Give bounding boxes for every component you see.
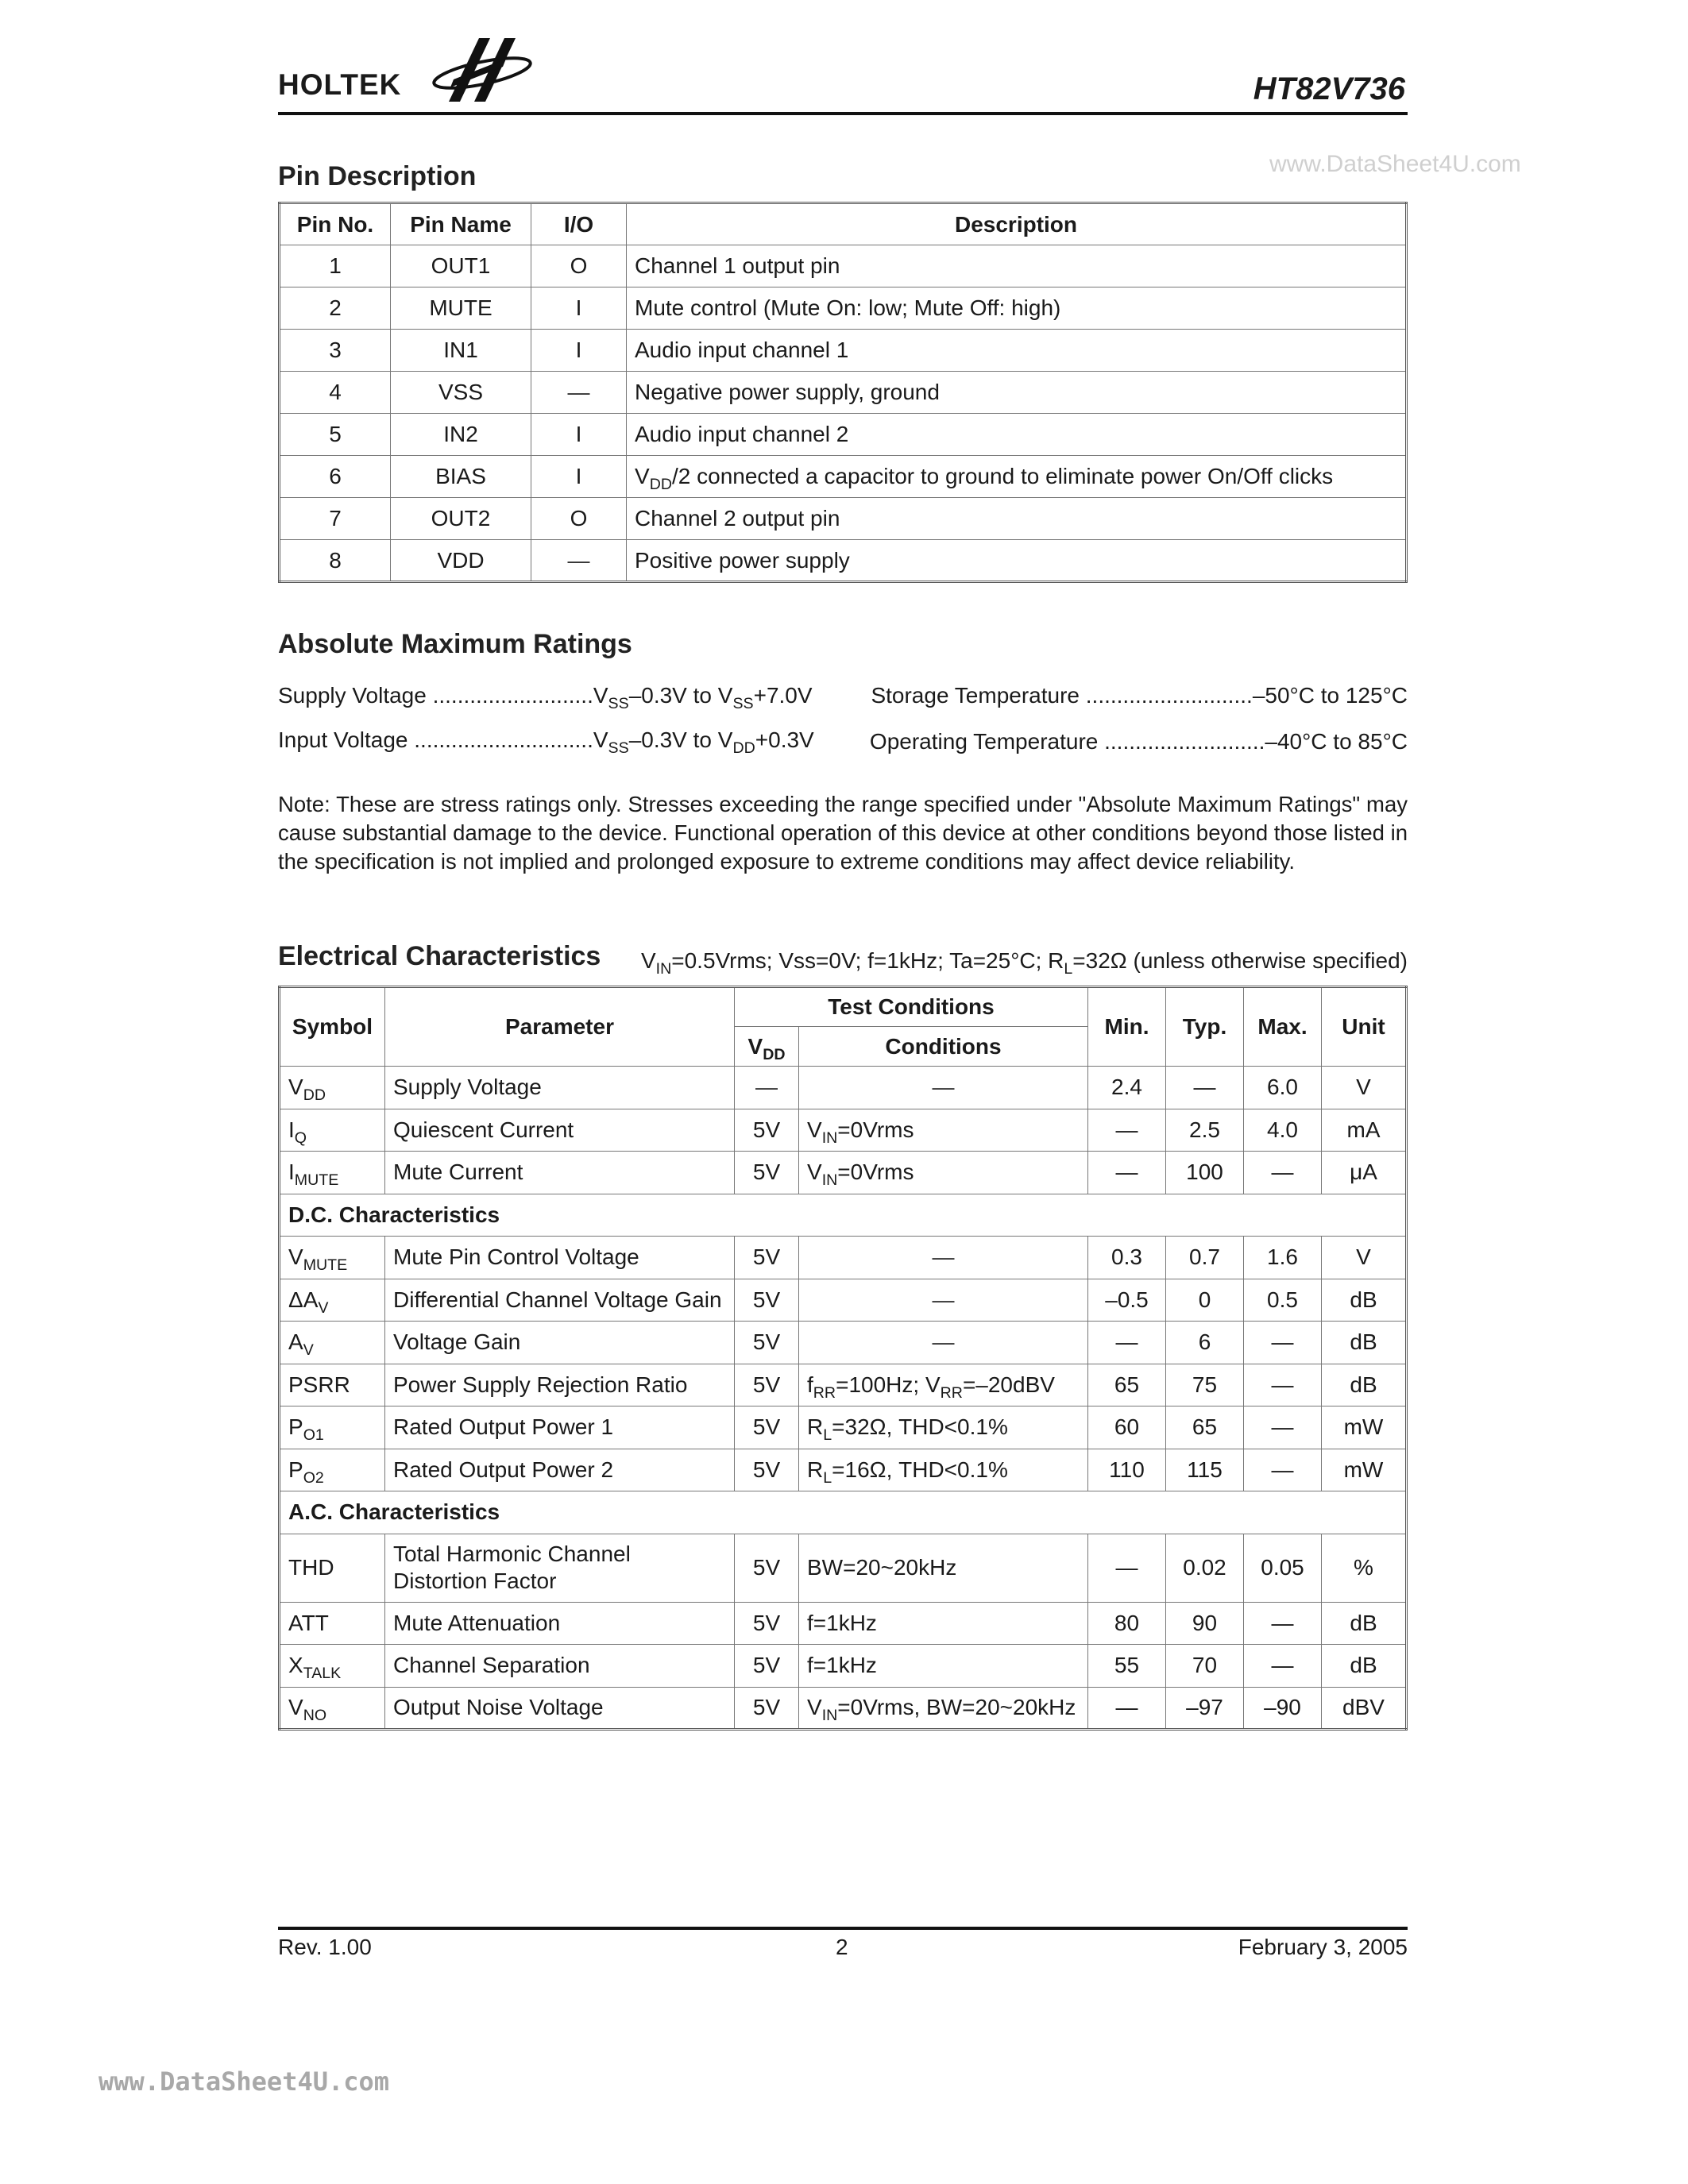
max-cell: —: [1244, 1364, 1322, 1406]
min-cell: 80: [1088, 1602, 1166, 1645]
min-cell: —: [1088, 1152, 1166, 1194]
conditions-cell: $R_L=32\Omega$, THD<0.1%: [799, 1406, 1088, 1449]
input-voltage-rating: Input Voltage $.............................V_{SS}-0.3V$ to $V_{DD}+0.3V$: [278, 727, 814, 757]
max-cell: 0.05: [1244, 1534, 1322, 1602]
pin-number: 2: [280, 287, 391, 330]
group-header-row: [280, 1491, 1407, 1534]
typ-cell: 90: [1166, 1602, 1244, 1645]
unit-cell: μA: [1322, 1152, 1407, 1194]
pin-number: 1: [280, 245, 391, 287]
holtek-logo-mark-icon: [417, 32, 536, 103]
typ-cell: 6: [1166, 1322, 1244, 1364]
pin-name: IN1: [391, 330, 531, 372]
unit-cell: dB: [1322, 1364, 1407, 1406]
column-header: Description: [627, 203, 1407, 245]
symbol-cell: PSRR: [280, 1364, 385, 1406]
pin-io: I: [531, 330, 627, 372]
table-row: [280, 1406, 1407, 1449]
conditions-cell: —: [799, 1237, 1088, 1279]
typ-cell: 0.02: [1166, 1534, 1244, 1602]
conditions-cell: f=1kHz: [799, 1645, 1088, 1688]
pin-io: I: [531, 414, 627, 456]
parameter-cell: Mute Pin Control Voltage: [385, 1237, 735, 1279]
vdd-cell: 5V: [735, 1364, 799, 1406]
table-row: [280, 330, 1407, 372]
column-header: Max.: [1244, 987, 1322, 1067]
vdd-cell: 5V: [735, 1109, 799, 1152]
footer-divider: [278, 1927, 1408, 1930]
column-header: Typ.: [1166, 987, 1244, 1067]
unit-cell: V: [1322, 1067, 1407, 1109]
pin-name: MUTE: [391, 287, 531, 330]
column-header: Pin No.: [280, 203, 391, 245]
table-row: [280, 372, 1407, 414]
pin-number: 4: [280, 372, 391, 414]
min-cell: —: [1088, 1687, 1166, 1730]
unit-cell: V: [1322, 1237, 1407, 1279]
table-row: [280, 1449, 1407, 1491]
conditions-cell: BW=20~20kHz: [799, 1534, 1088, 1602]
min-cell: —: [1088, 1322, 1166, 1364]
column-header: Min.: [1088, 987, 1166, 1067]
absolute-maximum-ratings-title: Absolute Maximum Ratings: [278, 629, 632, 659]
symbol-cell: $A_V$: [280, 1322, 385, 1364]
column-header: Pin Name: [391, 203, 531, 245]
typ-cell: –97: [1166, 1687, 1244, 1730]
parameter-cell: Rated Output Power 1: [385, 1406, 735, 1449]
page-number: 2: [836, 1935, 848, 1959]
pin-io: I: [531, 456, 627, 498]
typ-cell: 0: [1166, 1279, 1244, 1322]
storage-temperature-rating: Storage Temperature ...........................–50°C to 125°C: [871, 683, 1408, 708]
table-row: [280, 287, 1407, 330]
unit-cell: mA: [1322, 1109, 1407, 1152]
pin-description-title: Pin Description: [278, 161, 477, 191]
parameter-cell: Rated Output Power 2: [385, 1449, 735, 1491]
pin-desc: Channel 2 output pin: [627, 498, 1407, 540]
table-row: [280, 1322, 1407, 1364]
symbol-cell: THD: [280, 1534, 385, 1602]
column-header: Parameter: [385, 987, 735, 1067]
supply-voltage-rating: Supply Voltage $..........................V_{SS}-0.3V$ to $V_{SS}+7.0V$: [278, 683, 813, 712]
max-cell: 0.5: [1244, 1279, 1322, 1322]
typ-cell: 0.7: [1166, 1237, 1244, 1279]
symbol-cell: $X_{TALK}$: [280, 1645, 385, 1688]
pin-io: O: [531, 245, 627, 287]
dc-characteristics-heading: D.C. Characteristics: [280, 1194, 1407, 1237]
table-row: [280, 1067, 1407, 1109]
conditions-cell: —: [799, 1322, 1088, 1364]
pin-desc: Channel 1 output pin: [627, 245, 1407, 287]
max-cell: —: [1244, 1152, 1322, 1194]
pin-io: I: [531, 287, 627, 330]
column-header: Test Conditions: [735, 987, 1088, 1027]
max-cell: 1.6: [1244, 1237, 1322, 1279]
vdd-cell: 5V: [735, 1687, 799, 1730]
pin-name: OUT2: [391, 498, 531, 540]
min-cell: 2.4: [1088, 1067, 1166, 1109]
operating-temperature-rating: Operating Temperature ..........................–40°C to 85°C: [869, 729, 1408, 754]
symbol-cell: $\Delta A_V$: [280, 1279, 385, 1322]
typ-cell: 2.5: [1166, 1109, 1244, 1152]
conditions-cell: $V_{IN}=0Vrms$: [799, 1152, 1088, 1194]
typ-cell: 75: [1166, 1364, 1244, 1406]
table-row: [280, 540, 1407, 582]
pin-name: VSS: [391, 372, 531, 414]
parameter-cell: Supply Voltage: [385, 1067, 735, 1109]
pin-name: VDD: [391, 540, 531, 582]
table-row: [280, 1602, 1407, 1645]
table-row: [280, 1109, 1407, 1152]
conditions-cell: f=1kHz: [799, 1602, 1088, 1645]
parameter-cell: Channel Separation: [385, 1645, 735, 1688]
max-cell: —: [1244, 1449, 1322, 1491]
table-row: [280, 1279, 1407, 1322]
conditions-cell: $R_L=16\Omega$, THD<0.1%: [799, 1449, 1088, 1491]
unit-cell: mW: [1322, 1449, 1407, 1491]
column-header: I/O: [531, 203, 627, 245]
min-cell: —: [1088, 1534, 1166, 1602]
pin-name: IN2: [391, 414, 531, 456]
typ-cell: —: [1166, 1067, 1244, 1109]
parameter-cell: Output Noise Voltage: [385, 1687, 735, 1730]
holtek-logo: [278, 32, 540, 103]
parameter-cell: Power Supply Rejection Ratio: [385, 1364, 735, 1406]
column-header: Conditions: [799, 1027, 1088, 1067]
table-header-row: [280, 203, 1407, 245]
watermark-bottom: www.DataSheet4U.com: [98, 2066, 390, 2097]
typ-cell: 65: [1166, 1406, 1244, 1449]
vdd-cell: 5V: [735, 1534, 799, 1602]
pin-desc: Positive power supply: [627, 540, 1407, 582]
table-row: [280, 498, 1407, 540]
column-header: Symbol: [280, 987, 385, 1067]
publish-date: February 3, 2005: [1238, 1935, 1408, 1959]
min-cell: 110: [1088, 1449, 1166, 1491]
test-conditions-line: $V_{IN}=0.5Vrms$; Vss=0V; f=1kHz; Ta=25°C; $R_L=32\Omega$ (unless otherwise specified): [640, 948, 1408, 978]
max-cell: 4.0: [1244, 1109, 1322, 1152]
unit-cell: dB: [1322, 1645, 1407, 1688]
symbol-cell: $P_{O1}$: [280, 1406, 385, 1449]
conditions-cell: —: [799, 1279, 1088, 1322]
conditions-cell: —: [799, 1067, 1088, 1109]
table-row: [280, 456, 1407, 498]
pin-io: —: [531, 372, 627, 414]
vdd-cell: 5V: [735, 1237, 799, 1279]
pin-desc: $V_{DD}/2$ connected a capacitor to ground to eliminate power On/Off clicks: [627, 456, 1407, 498]
vdd-cell: —: [735, 1067, 799, 1109]
unit-cell: mW: [1322, 1406, 1407, 1449]
symbol-cell: $P_{O2}$: [280, 1449, 385, 1491]
typ-cell: 115: [1166, 1449, 1244, 1491]
vdd-cell: 5V: [735, 1406, 799, 1449]
pin-name: BIAS: [391, 456, 531, 498]
table-row: [280, 1152, 1407, 1194]
max-cell: —: [1244, 1406, 1322, 1449]
watermark-top: www.DataSheet4U.com: [1269, 151, 1521, 177]
pin-io: O: [531, 498, 627, 540]
revision: Rev. 1.00: [278, 1935, 372, 1959]
min-cell: 55: [1088, 1645, 1166, 1688]
pin-desc: Audio input channel 2: [627, 414, 1407, 456]
conditions-cell: $V_{IN}=0Vrms$: [799, 1109, 1088, 1152]
min-cell: 60: [1088, 1406, 1166, 1449]
group-header-row: [280, 1194, 1407, 1237]
pin-number: 6: [280, 456, 391, 498]
min-cell: –0.5: [1088, 1279, 1166, 1322]
pin-desc: Audio input channel 1: [627, 330, 1407, 372]
vdd-cell: 5V: [735, 1645, 799, 1688]
max-cell: –90: [1244, 1687, 1322, 1730]
pin-io: —: [531, 540, 627, 582]
pin-description-table: [278, 202, 1408, 583]
parameter-cell: Quiescent Current: [385, 1109, 735, 1152]
parameter-cell: Mute Current: [385, 1152, 735, 1194]
pin-number: 3: [280, 330, 391, 372]
table-row: [280, 1237, 1407, 1279]
min-cell: 0.3: [1088, 1237, 1166, 1279]
table-row: [280, 1364, 1407, 1406]
unit-cell: dB: [1322, 1602, 1407, 1645]
max-cell: 6.0: [1244, 1067, 1322, 1109]
parameter-cell: Differential Channel Voltage Gain: [385, 1279, 735, 1322]
min-cell: —: [1088, 1109, 1166, 1152]
table-header-row: [280, 987, 1407, 1027]
vdd-cell: 5V: [735, 1152, 799, 1194]
table-row: [280, 1687, 1407, 1730]
electrical-characteristics-table: [278, 986, 1408, 1731]
symbol-cell: $V_{NO}$: [280, 1687, 385, 1730]
unit-cell: dB: [1322, 1279, 1407, 1322]
parameter-cell: Voltage Gain: [385, 1322, 735, 1364]
part-number: HT82V736: [1253, 71, 1405, 106]
conditions-cell: $f_{RR}=100Hz$; $V_{RR}=-20dBV$: [799, 1364, 1088, 1406]
pin-number: 7: [280, 498, 391, 540]
table-row: [280, 245, 1407, 287]
symbol-cell: $I_{MUTE}$: [280, 1152, 385, 1194]
column-header: Unit: [1322, 987, 1407, 1067]
pin-desc: Mute control (Mute On: low; Mute Off: high): [627, 287, 1407, 330]
pin-name: OUT1: [391, 245, 531, 287]
symbol-cell: ATT: [280, 1602, 385, 1645]
column-header: $V_{DD}$: [735, 1027, 799, 1067]
pin-desc: Negative power supply, ground: [627, 372, 1407, 414]
header-divider: [278, 112, 1408, 115]
unit-cell: dBV: [1322, 1687, 1407, 1730]
max-cell: —: [1244, 1322, 1322, 1364]
max-cell: —: [1244, 1645, 1322, 1688]
min-cell: 65: [1088, 1364, 1166, 1406]
typ-cell: 100: [1166, 1152, 1244, 1194]
typ-cell: 70: [1166, 1645, 1244, 1688]
stress-ratings-note: Note: These are stress ratings only. Stresses exceeding the range specified under "Absolute Maximum Ratings" may cause substantial damage to the device. Functional operation of this device at other conditions beyond those listed in the specification is not implied and prolonged exposure to extreme conditions may affect device reliability.: [278, 792, 1408, 874]
vdd-cell: 5V: [735, 1322, 799, 1364]
table-row: [280, 1645, 1407, 1688]
vdd-cell: 5V: [735, 1279, 799, 1322]
symbol-cell: $I_Q$: [280, 1109, 385, 1152]
vdd-cell: 5V: [735, 1449, 799, 1491]
logo-text: HOLTEK: [278, 68, 402, 101]
unit-cell: %: [1322, 1534, 1407, 1602]
max-cell: —: [1244, 1602, 1322, 1645]
parameter-cell: Mute Attenuation: [385, 1602, 735, 1645]
pin-number: 5: [280, 414, 391, 456]
vdd-cell: 5V: [735, 1602, 799, 1645]
electrical-characteristics-title: Electrical Characteristics: [278, 941, 601, 971]
conditions-cell: $V_{IN}=0Vrms$, BW=20~20kHz: [799, 1687, 1088, 1730]
ac-characteristics-heading: A.C. Characteristics: [280, 1491, 1407, 1534]
table-row: [280, 414, 1407, 456]
symbol-cell: $V_{DD}$: [280, 1067, 385, 1109]
unit-cell: dB: [1322, 1322, 1407, 1364]
table-row: [280, 1534, 1407, 1602]
symbol-cell: $V_{MUTE}$: [280, 1237, 385, 1279]
parameter-cell: Total Harmonic Channel Distortion Factor: [385, 1534, 735, 1602]
pin-number: 8: [280, 540, 391, 582]
